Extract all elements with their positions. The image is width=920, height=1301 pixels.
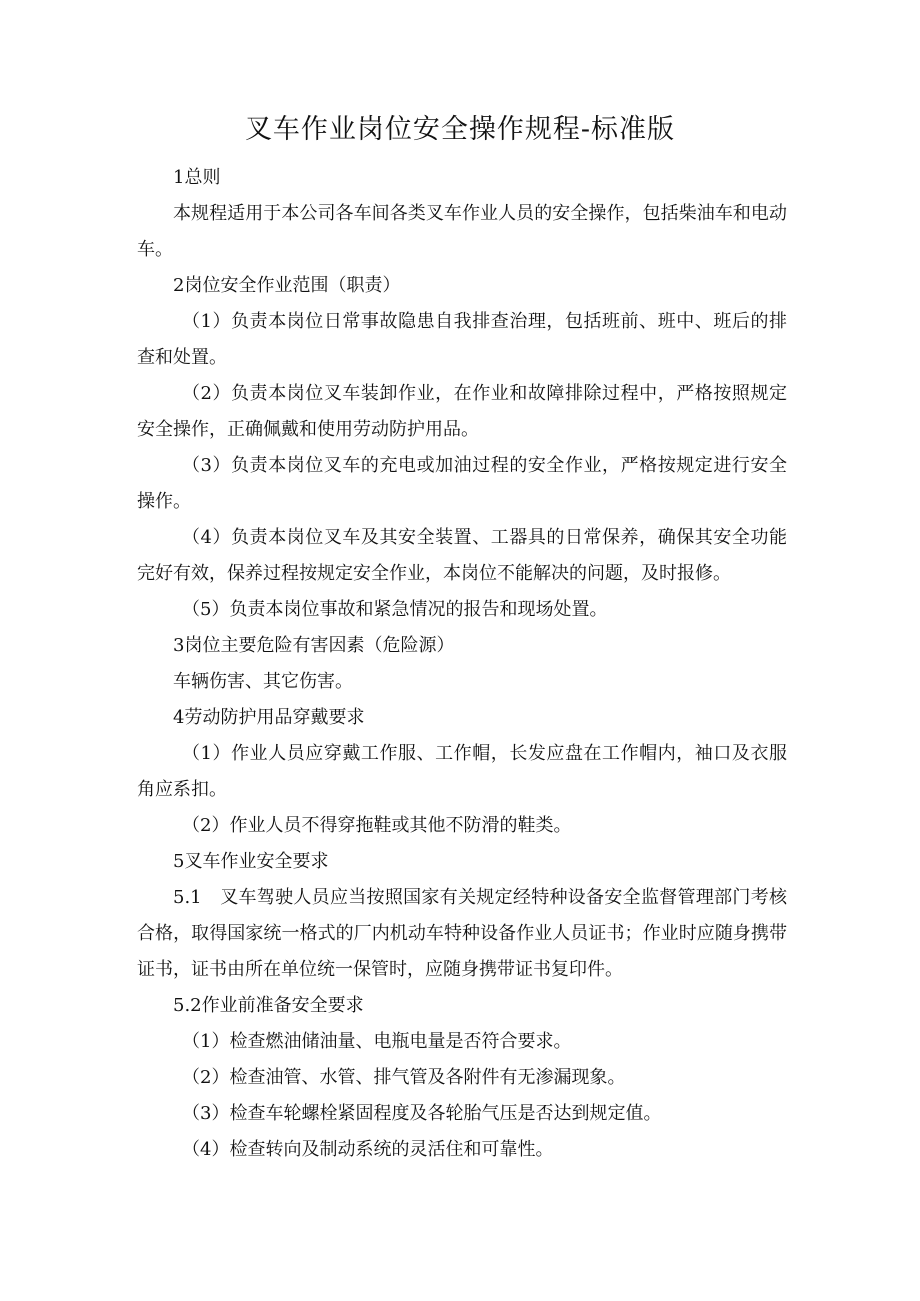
paragraph: （2）负责本岗位叉车装卸作业，在作业和故障排除过程中，严格按照规定安全操作，正确佩戴和使用劳动防护用品。 — [137, 383, 787, 440]
paragraph: 5.1 叉车驾驶人员应当按照国家有关规定经特种设备安全监督管理部门考核合格，取得国家统一格式的厂内机动车特种设备作业人员证书；作业时应随身携带证书，证书由所在单位统一保管时，应随身携带证书复印件。 — [137, 887, 787, 980]
paragraph: （3）检查车轮螺栓紧固程度及各轮胎气压是否达到规定值。 — [182, 1103, 662, 1124]
paragraph: 本规程适用于本公司各车间各类叉车作业人员的安全操作，包括柴油车和电动车。 — [137, 203, 787, 260]
document-title: 叉车作业岗位安全操作规程-标准版 — [244, 114, 676, 145]
paragraph: 5.2作业前准备安全要求 — [173, 995, 364, 1016]
paragraph: （1）负责本岗位日常事故隐患自我排查治理，包括班前、班中、班后的排查和处置。 — [137, 311, 787, 368]
paragraph: 1总则 — [173, 167, 221, 188]
paragraph: （4）负责本岗位叉车及其安全装置、工器具的日常保养，确保其安全功能完好有效，保养过程按规定安全作业，本岗位不能解决的问题，及时报修。 — [137, 527, 787, 584]
paragraph: 2岗位安全作业范围（职责） — [173, 275, 401, 296]
paragraph: 4劳动防护用品穿戴要求 — [173, 707, 365, 728]
paragraph: （1）检查燃油储油量、电瓶电量是否符合要求。 — [182, 1031, 572, 1052]
paragraph: 车辆伤害、其它伤害。 — [173, 671, 353, 692]
paragraph: （2）作业人员不得穿拖鞋或其他不防滑的鞋类。 — [182, 815, 572, 836]
paragraph: 3岗位主要危险有害因素（危险源） — [173, 635, 455, 656]
paragraph: （2）检查油管、水管、排气管及各附件有无渗漏现象。 — [182, 1067, 626, 1088]
paragraph: （4）检查转向及制动系统的灵活住和可靠性。 — [182, 1139, 554, 1160]
paragraph: 5叉车作业安全要求 — [173, 851, 329, 872]
paragraph: （5）负责本岗位事故和紧急情况的报告和现场处置。 — [182, 599, 608, 620]
document-body — [137, 160, 787, 1168]
paragraph: （1）作业人员应穿戴工作服、工作帽，长发应盘在工作帽内，袖口及衣服角应系扣。 — [137, 743, 787, 800]
paragraph: （3）负责本岗位叉车的充电或加油过程的安全作业，严格按规定进行安全操作。 — [137, 455, 787, 512]
